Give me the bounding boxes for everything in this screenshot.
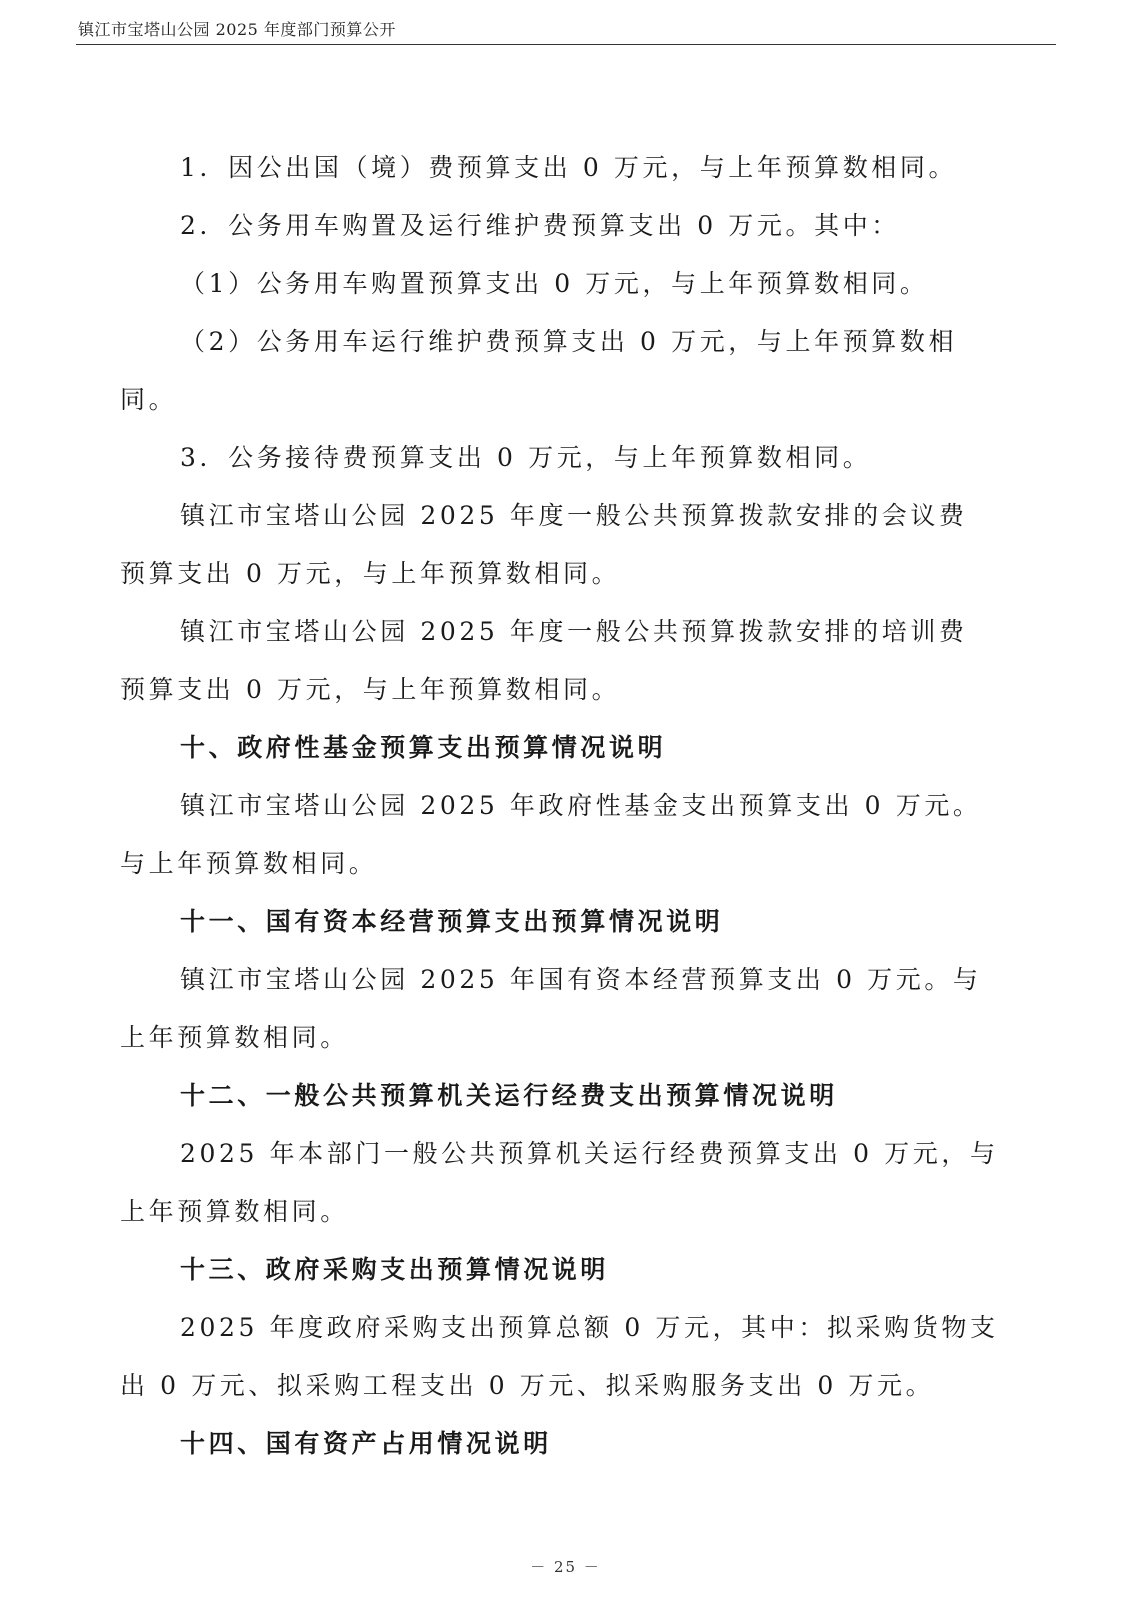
- paragraph-line: 镇江市宝塔山公园 2025 年度一般公共预算拨款安排的会议费: [180, 501, 968, 530]
- section-heading: 十三、政府采购支出预算情况说明: [180, 1255, 610, 1284]
- section-heading: 十四、国有资产占用情况说明: [180, 1429, 552, 1458]
- paragraph-line: 2025 年度政府采购支出预算总额 0 万元，其中：拟采购货物支: [180, 1313, 999, 1342]
- paragraph-line: 2．公务用车购置及运行维护费预算支出 0 万元。其中：: [180, 211, 900, 240]
- paragraph-line: 1．因公出国（境）费预算支出 0 万元，与上年预算数相同。: [180, 153, 958, 182]
- page-number: － 25 －: [530, 1558, 601, 1576]
- paragraph-line: 与上年预算数相同。: [120, 849, 378, 878]
- section-heading: 十二、一般公共预算机关运行经费支出预算情况说明: [180, 1081, 838, 1110]
- paragraph-line: 预算支出 0 万元，与上年预算数相同。: [120, 675, 621, 704]
- paragraph-line: 出 0 万元、拟采购工程支出 0 万元、拟采购服务支出 0 万元。: [120, 1371, 935, 1400]
- header-title: 镇江市宝塔山公园 2025 年度部门预算公开: [78, 20, 396, 39]
- paragraph-line: 预算支出 0 万元，与上年预算数相同。: [120, 559, 621, 588]
- paragraph-line: （1）公务用车购置预算支出 0 万元，与上年预算数相同。: [180, 269, 929, 298]
- paragraph-line: 2025 年本部门一般公共预算机关运行经费预算支出 0 万元，与: [180, 1139, 999, 1168]
- paragraph-line: 镇江市宝塔山公园 2025 年国有资本经营预算支出 0 万元。与: [180, 965, 982, 994]
- paragraph-line: 3．公务接待费预算支出 0 万元，与上年预算数相同。: [180, 443, 872, 472]
- paragraph-line: 上年预算数相同。: [120, 1023, 349, 1052]
- section-heading: 十一、国有资本经营预算支出预算情况说明: [180, 907, 724, 936]
- paragraph-line: 上年预算数相同。: [120, 1197, 349, 1226]
- paragraph-line: 同。: [120, 385, 178, 414]
- paragraph-line: （2）公务用车运行维护费预算支出 0 万元，与上年预算数相: [180, 327, 958, 356]
- paragraph-line: 镇江市宝塔山公园 2025 年度一般公共预算拨款安排的培训费: [180, 617, 968, 646]
- section-heading: 十、政府性基金预算支出预算情况说明: [180, 733, 667, 762]
- paragraph-line: 镇江市宝塔山公园 2025 年政府性基金支出预算支出 0 万元。: [180, 791, 982, 820]
